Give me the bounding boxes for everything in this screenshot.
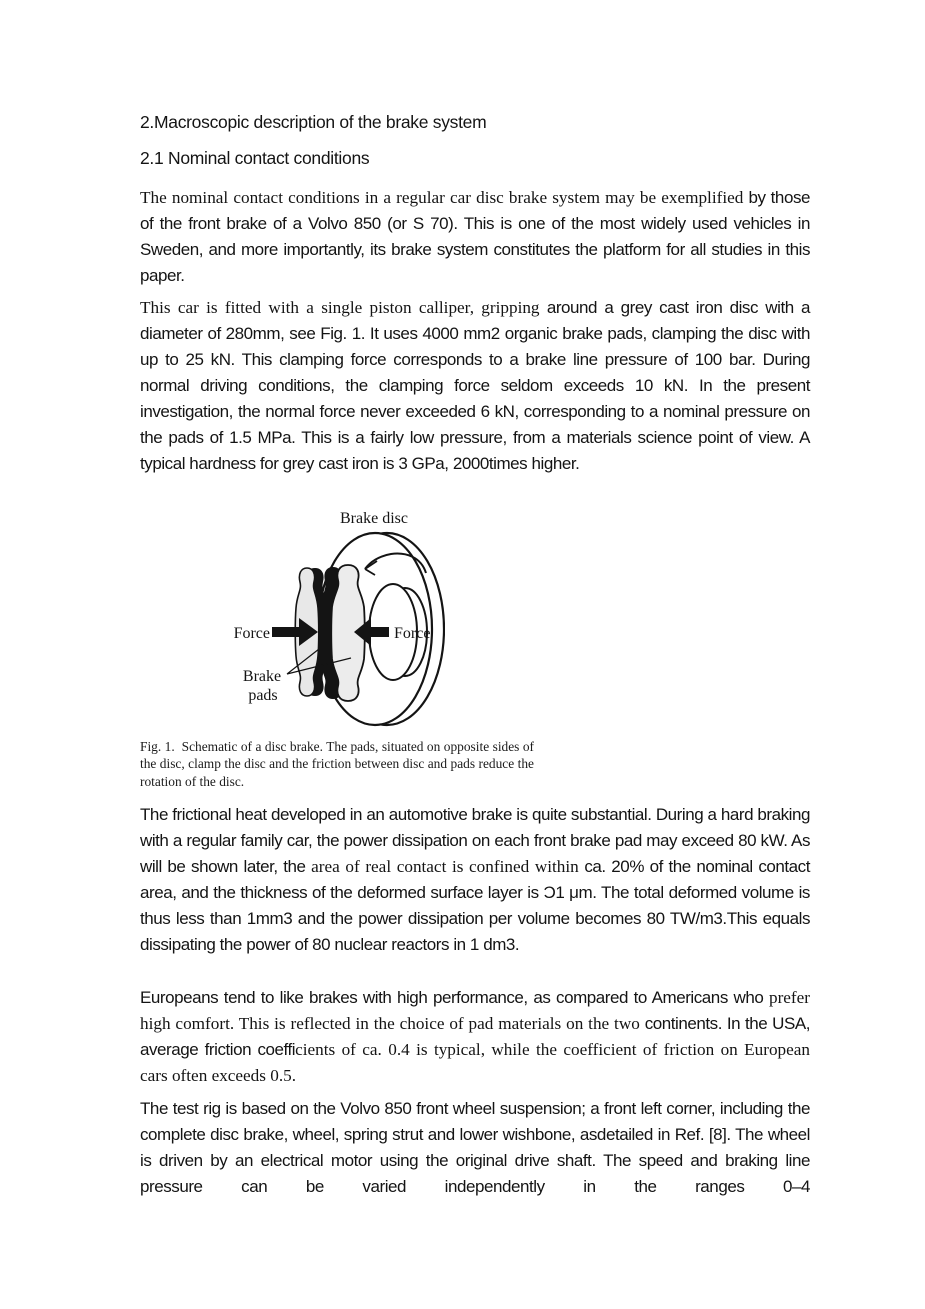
section-heading: 2.Macroscopic description of the brake system: [140, 112, 487, 132]
figure-1: [215, 505, 445, 740]
text-run: continents. In the USA, average friction coeffi: [140, 1014, 810, 1059]
paragraph: [140, 1096, 810, 1200]
text-run: area of real contact is confined within: [311, 857, 585, 876]
text-run: by those of the front brake of a Volvo 850 (or S 70). This is one of the most widely used vehicles in Sweden, and more importantly, its brake system constitutes the platform for all studies in this paper.: [140, 188, 810, 285]
subsection-heading: 2.1 Nominal contact conditions: [140, 148, 370, 168]
text-run: prefer high comfort. This is reflected in the choice of pad materials on the two: [140, 988, 810, 1033]
paragraph: [140, 295, 810, 477]
text-run: This car is fitted with a single piston calliper, gripping: [140, 298, 547, 317]
document-content: [140, 0, 810, 1309]
text-run: The frictional heat developed in an automotive brake is quite substantial. During a hard braking with a regular family car, the power dissipation on each front brake pad may exceed 80 kW. As will be shown later, the: [140, 805, 810, 876]
brake-pads-label-line2: pads: [248, 687, 278, 704]
brake-pads-label-line1: Brake: [242, 668, 282, 685]
paragraph: [140, 802, 810, 958]
text-run: around a grey cast iron disc with a diameter of 280mm, see Fig. 1. It uses 4000 mm2 organic brake pads, clamping the disc with up to 25 kN. This clamping force corresponds to a brake line pressure of 100 bar. During normal driving conditions, the clamping force seldom exceeds 10 kN. In the present investigation, the normal force never exceeded 6 kN, corresponding to a nominal pressure on the pads of 1.5 MPa. This is a fairly low pressure, from a materials science point of view. A typical hardness for grey cast iron is 3 GPa, 2000times higher.: [140, 298, 810, 473]
text-run: The nominal contact conditions in a regular car disc brake system may be exemplified: [140, 188, 749, 207]
disc-brake-schematic: [215, 505, 445, 740]
text-run: ca. 20% of the nominal contact area, and the thickness of the deformed surface layer is Ɔ1 μm. The total deformed volume is thus less than 1mm3 and the power dissipation per volume becomes 80 TW/m3.This equals dissipating the power of 80 nuclear reactors in 1 dm3.: [140, 857, 810, 954]
text-run: Europeans tend to like brakes with high performance, as compared to Americans who: [140, 988, 769, 1007]
paragraph: [140, 985, 810, 1089]
text-run: The test rig is based on the Volvo 850 front wheel suspension; a front left corner, including the complete disc brake, wheel, spring strut and lower wishbone, asdetailed in Ref. [8]. The wheel is driven by an electrical motor using the original drive shaft. The speed and braking line pressure can be varied independently in the ranges 0–4: [140, 1099, 810, 1196]
brake-disc-label: Brake disc: [340, 510, 408, 527]
text-run: cients of ca. 0.4 is typical, while the coefficient of friction on European cars often exceeds 0.5.: [140, 1040, 810, 1085]
force-label-left: Force: [233, 625, 270, 642]
force-label-right: Force: [394, 625, 431, 642]
figure-caption: Fig. 1. Schematic of a disc brake. The pads, situated on opposite sides of the disc, clamp the disc and the friction between disc and pads reduce the rotation of the disc.: [140, 739, 534, 789]
paragraph: [140, 185, 810, 289]
